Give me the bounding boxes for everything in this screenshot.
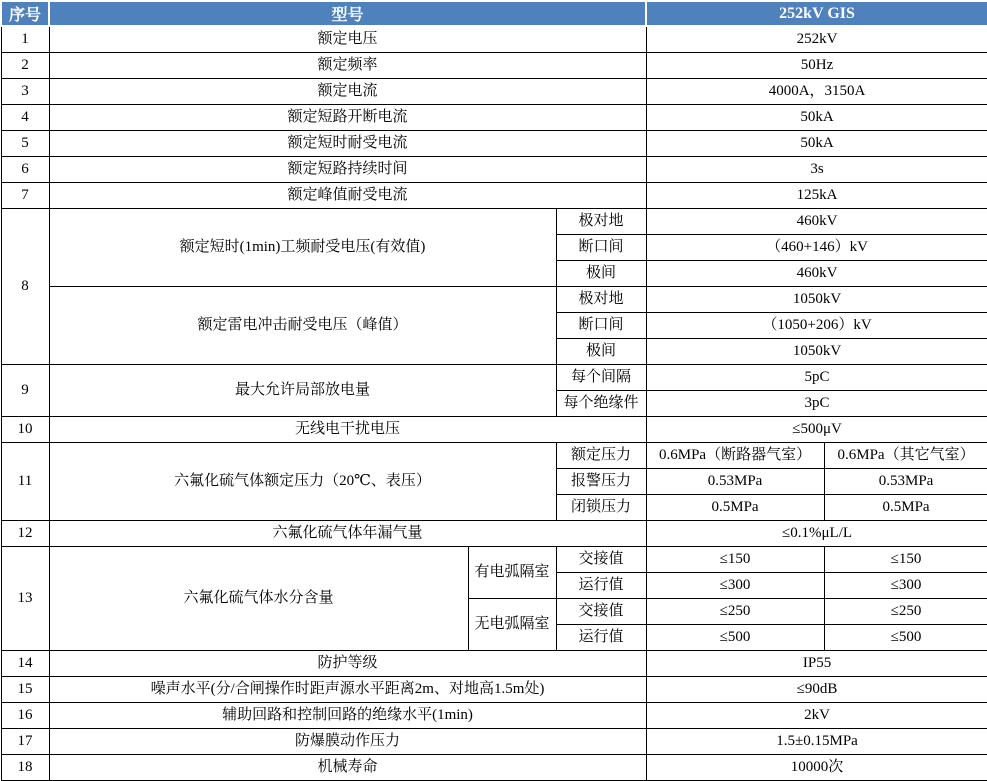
param-name: 噪声水平(分/合闸操作时距声源水平距离2m、对地高1.5m处) bbox=[49, 677, 646, 703]
table-row bbox=[1, 547, 987, 573]
param-value: 460kV bbox=[646, 261, 987, 287]
sub-param-name: 断口间 bbox=[556, 235, 646, 261]
sub-param-name: 交接值 bbox=[556, 599, 646, 625]
param-value: ≤250 bbox=[824, 599, 987, 625]
param-value: ≤150 bbox=[646, 547, 824, 573]
param-name: 额定频率 bbox=[49, 53, 646, 79]
param-value: 125kA bbox=[646, 183, 987, 209]
sub-param-name: 交接值 bbox=[556, 547, 646, 573]
param-value: 5pC bbox=[646, 365, 987, 391]
table-row bbox=[1, 651, 987, 677]
table-row bbox=[1, 443, 987, 469]
param-value: 0.53MPa bbox=[646, 469, 824, 495]
param-value: 0.6MPa（断路器气室） bbox=[646, 443, 824, 469]
param-value: 0.6MPa（其它气室） bbox=[824, 443, 987, 469]
row-number: 7 bbox=[1, 183, 49, 209]
param-value: ≤300 bbox=[824, 573, 987, 599]
sub-param-name: 极对地 bbox=[556, 209, 646, 235]
param-name: 机械寿命 bbox=[49, 755, 646, 781]
param-value: 460kV bbox=[646, 209, 987, 235]
sub-param-name: 运行值 bbox=[556, 625, 646, 651]
sub-param-name: 额定压力 bbox=[556, 443, 646, 469]
header-product-252kv-gis: 252kV GIS bbox=[646, 1, 987, 26]
row-number: 8 bbox=[1, 209, 49, 365]
row-number: 1 bbox=[1, 26, 49, 53]
table-row bbox=[1, 209, 987, 235]
row-number: 4 bbox=[1, 105, 49, 131]
sub-param-name: 极间 bbox=[556, 261, 646, 287]
table-row bbox=[1, 521, 987, 547]
param-value: 50Hz bbox=[646, 53, 987, 79]
row-number: 3 bbox=[1, 79, 49, 105]
param-name: 六氟化硫气体水分含量 bbox=[49, 547, 468, 651]
param-value: 50kA bbox=[646, 105, 987, 131]
param-value: ≤250 bbox=[646, 599, 824, 625]
param-value: 0.5MPa bbox=[646, 495, 824, 521]
param-name: 额定短路开断电流 bbox=[49, 105, 646, 131]
row-number: 16 bbox=[1, 703, 49, 729]
chamber-name: 无电弧隔室 bbox=[468, 599, 556, 651]
table-row bbox=[1, 417, 987, 443]
param-value: 10000次 bbox=[646, 755, 987, 781]
param-name: 防护等级 bbox=[49, 651, 646, 677]
table-row bbox=[1, 131, 987, 157]
table-row bbox=[1, 703, 987, 729]
param-name: 最大允许局部放电量 bbox=[49, 365, 556, 417]
param-name: 额定雷电冲击耐受电压（峰值） bbox=[49, 287, 556, 365]
param-value: 252kV bbox=[646, 26, 987, 53]
chamber-name: 有电弧隔室 bbox=[468, 547, 556, 599]
table-row bbox=[1, 677, 987, 703]
sub-param-name: 断口间 bbox=[556, 313, 646, 339]
param-value: ≤500 bbox=[646, 625, 824, 651]
table-row bbox=[1, 157, 987, 183]
row-number: 12 bbox=[1, 521, 49, 547]
table-row bbox=[1, 755, 987, 781]
param-value: ≤0.1%μL/L bbox=[646, 521, 987, 547]
row-number: 13 bbox=[1, 547, 49, 651]
param-name: 六氟化硫气体年漏气量 bbox=[49, 521, 646, 547]
table-row bbox=[1, 365, 987, 391]
param-value: 3s bbox=[646, 157, 987, 183]
param-value: ≤500 bbox=[824, 625, 987, 651]
param-value: ≤300 bbox=[646, 573, 824, 599]
header-serial-number: 序号 bbox=[1, 1, 49, 26]
sub-param-name: 运行值 bbox=[556, 573, 646, 599]
param-name: 无线电干扰电压 bbox=[49, 417, 646, 443]
row-number: 14 bbox=[1, 651, 49, 677]
param-value: 3pC bbox=[646, 391, 987, 417]
param-value: 50kA bbox=[646, 131, 987, 157]
header-model: 型号 bbox=[49, 1, 646, 26]
row-number: 2 bbox=[1, 53, 49, 79]
param-name: 额定短时耐受电流 bbox=[49, 131, 646, 157]
param-value: 1.5±0.15MPa bbox=[646, 729, 987, 755]
row-number: 6 bbox=[1, 157, 49, 183]
param-value: （460+146）kV bbox=[646, 235, 987, 261]
param-value: 0.5MPa bbox=[824, 495, 987, 521]
table-row bbox=[1, 183, 987, 209]
param-name: 防爆膜动作压力 bbox=[49, 729, 646, 755]
table-row bbox=[1, 79, 987, 105]
row-number: 5 bbox=[1, 131, 49, 157]
param-value: ≤150 bbox=[824, 547, 987, 573]
row-number: 9 bbox=[1, 365, 49, 417]
table-row bbox=[1, 729, 987, 755]
table-row bbox=[1, 26, 987, 53]
param-name: 额定峰值耐受电流 bbox=[49, 183, 646, 209]
param-value: 1050kV bbox=[646, 339, 987, 365]
sub-param-name: 极对地 bbox=[556, 287, 646, 313]
sub-param-name: 闭锁压力 bbox=[556, 495, 646, 521]
param-name: 额定短路持续时间 bbox=[49, 157, 646, 183]
table-row bbox=[1, 287, 987, 313]
table-header-row bbox=[1, 1, 987, 26]
table-row bbox=[1, 53, 987, 79]
sub-param-name: 极间 bbox=[556, 339, 646, 365]
param-value: ≤90dB bbox=[646, 677, 987, 703]
table-row bbox=[1, 105, 987, 131]
param-name: 额定电流 bbox=[49, 79, 646, 105]
sub-param-name: 报警压力 bbox=[556, 469, 646, 495]
param-value: 4000A，3150A bbox=[646, 79, 987, 105]
row-number: 17 bbox=[1, 729, 49, 755]
param-value: 0.53MPa bbox=[824, 469, 987, 495]
row-number: 10 bbox=[1, 417, 49, 443]
sub-param-name: 每个绝缘件 bbox=[556, 391, 646, 417]
param-name: 额定电压 bbox=[49, 26, 646, 53]
row-number: 15 bbox=[1, 677, 49, 703]
param-name: 六氟化硫气体额定压力（20℃、表压） bbox=[49, 443, 556, 521]
row-number: 11 bbox=[1, 443, 49, 521]
param-value: ≤500μV bbox=[646, 417, 987, 443]
sub-param-name: 每个间隔 bbox=[556, 365, 646, 391]
table-body bbox=[1, 26, 987, 781]
param-name: 辅助回路和控制回路的绝缘水平(1min) bbox=[49, 703, 646, 729]
param-value: IP55 bbox=[646, 651, 987, 677]
param-value: （1050+206）kV bbox=[646, 313, 987, 339]
param-name: 额定短时(1min)工频耐受电压(有效值) bbox=[49, 209, 556, 287]
row-number: 18 bbox=[1, 755, 49, 781]
param-value: 1050kV bbox=[646, 287, 987, 313]
param-value: 2kV bbox=[646, 703, 987, 729]
